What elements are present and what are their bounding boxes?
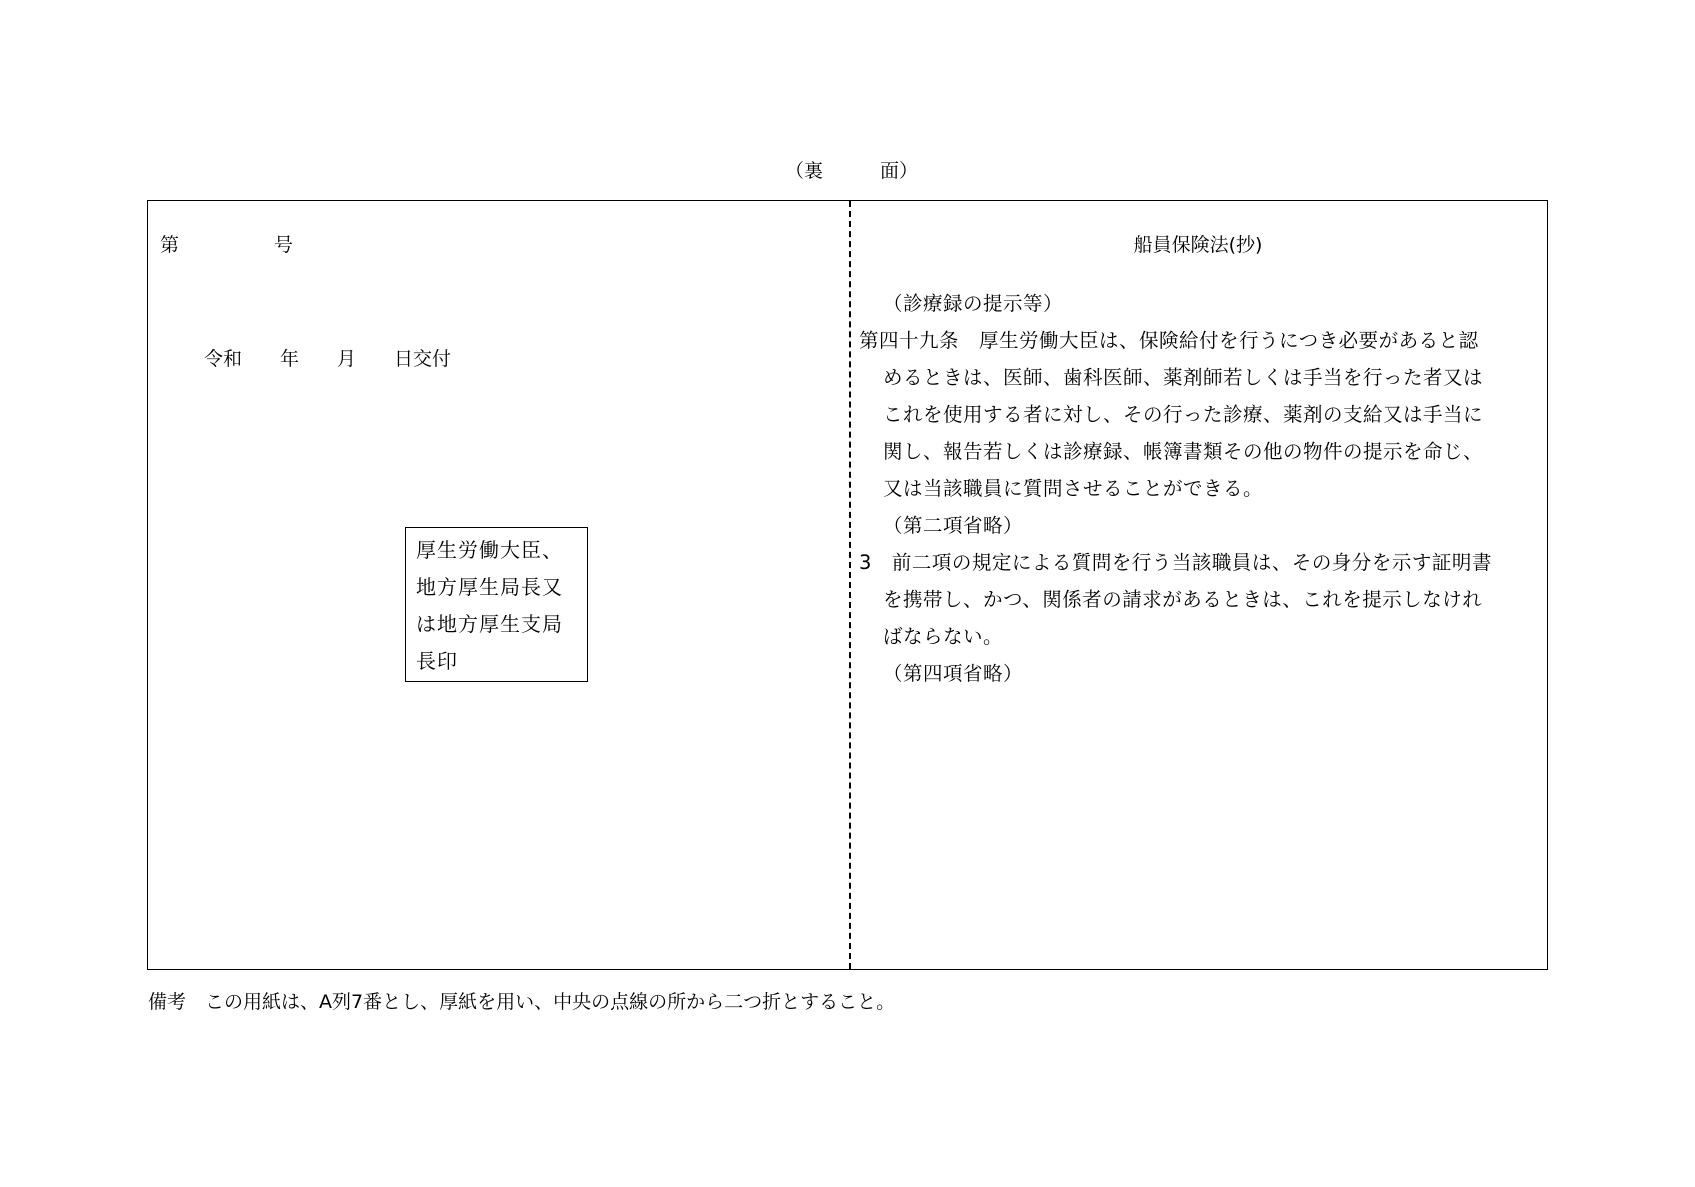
- law-article-line: 3 前二項の規定による質問を行う当該職員は、その身分を示す証明書: [859, 551, 1492, 574]
- law-article-line: 第四十九条 厚生労働大臣は、保険給付を行うにつき必要があると認: [859, 329, 1479, 352]
- left-panel: [148, 201, 848, 969]
- law-title: 船員保険法(抄): [1133, 234, 1263, 256]
- seal-text-line: 厚生労働大臣、: [416, 538, 563, 562]
- right-panel: [851, 201, 1547, 969]
- certificate-number-line: 第 号: [160, 234, 294, 256]
- law-article-line: を携帯し、かつ、関係者の請求があるときは、これを提示しなけれ: [883, 588, 1483, 611]
- law-article-line: ばならない。: [883, 625, 1004, 648]
- seal-text-line: 長印: [416, 649, 458, 673]
- law-article-line: これを使用する者に対し、その行った診療、薬剤の支給又は手当に: [883, 403, 1484, 426]
- law-article-line: 関し、報告若しくは診療録、帳簿書類その他の物件の提示を命じ、: [883, 440, 1484, 463]
- official-seal-box: [405, 527, 588, 682]
- law-article-line: 又は当該職員に質問させることができる。: [883, 477, 1264, 500]
- law-article-line: めるときは、医師、歯科医師、薬剤師若しくは手当を行った者又は: [883, 366, 1484, 389]
- page-heading: （裏 面）: [785, 160, 919, 182]
- seal-text-line: は地方厚生支局: [416, 612, 563, 636]
- law-excerpt: [859, 285, 1549, 692]
- certificate-card: [147, 200, 1548, 970]
- seal-text-line: 地方厚生局長又: [416, 575, 563, 599]
- law-omitted-paragraph: （第四項省略）: [883, 662, 1024, 685]
- law-omitted-paragraph: （第二項省略）: [883, 514, 1024, 537]
- law-section-heading: （診療録の提示等）: [883, 292, 1064, 315]
- issue-date-line: 令和 年 月 日交付: [204, 348, 452, 370]
- remark-note: 備考 この用紙は、A列7番とし、厚紙を用い、中央の点線の所から二つ折とすること。: [148, 991, 896, 1013]
